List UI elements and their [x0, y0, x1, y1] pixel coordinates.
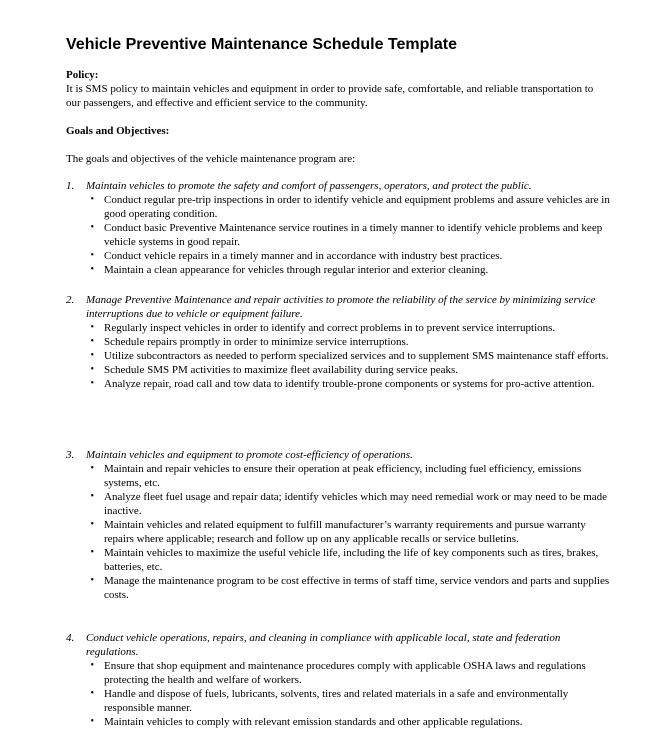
- list-item: [66, 377, 610, 391]
- bullet-icon: •: [90, 264, 94, 275]
- list-item: [66, 349, 610, 363]
- objective-heading: [66, 293, 610, 321]
- bullet-icon: •: [90, 378, 94, 389]
- objective-number: 3.: [66, 449, 75, 461]
- list-item-text: Maintain and repair vehicles to ensure their operation at peak efficiency, including fuel efficiency, emissions systems, etc.: [104, 463, 582, 489]
- bullet-icon: •: [90, 336, 94, 347]
- list-item-text: Manage the maintenance program to be cost effective in terms of staff time, service vendors and parts and supplies costs.: [104, 575, 610, 601]
- bullet-icon: •: [90, 463, 94, 474]
- list-item-text: Analyze fleet fuel usage and repair data; identify vehicles which may need remedial work or may need to be made inactive.: [104, 491, 608, 517]
- objective-heading: [66, 631, 610, 659]
- list-item: [66, 363, 610, 377]
- list-item-text: Conduct vehicle repairs in a timely manner and in accordance with industry best practices.: [104, 250, 503, 262]
- list-item-text: Maintain vehicles and related equipment to fulfill manufacturer’s warranty requirements and pursue warranty repairs where applicable; research and follow up on any applicable recalls or service bulletins.: [104, 519, 586, 545]
- objective-bullet-list: [66, 321, 610, 391]
- bullet-icon: •: [90, 688, 94, 699]
- bullet-icon: •: [90, 194, 94, 205]
- list-item-text: Schedule SMS PM activities to maximize fleet availability during service peaks.: [104, 364, 459, 376]
- objective-title: Maintain vehicles and equipment to promote cost-efficiency of operations.: [86, 449, 413, 461]
- bullet-icon: •: [90, 491, 94, 502]
- objective-section-2: [66, 293, 610, 391]
- policy-heading: Policy:: [66, 69, 99, 81]
- list-item: [66, 221, 610, 249]
- policy-text: It is SMS policy to maintain vehicles and equipment in order to provide safe, comfortable, and reliable transportation to our passengers, and effective and efficient service to the community.: [66, 83, 594, 109]
- bullet-icon: •: [90, 660, 94, 671]
- list-item: [66, 659, 610, 687]
- list-item-text: Utilize subcontractors as needed to perform specialized services and to supplement SMS maintenance staff efforts.: [104, 350, 609, 362]
- list-item: [66, 321, 610, 335]
- list-item: [66, 193, 610, 221]
- list-item: [66, 462, 610, 490]
- bullet-icon: •: [90, 519, 94, 530]
- goals-heading: Goals and Objectives:: [66, 125, 170, 137]
- objective-section-1: [66, 179, 610, 277]
- objective-bullet-list: [66, 462, 610, 602]
- objective-title: Maintain vehicles to promote the safety and comfort of passengers, operators, and protect the public.: [86, 180, 532, 192]
- objective-title: Manage Preventive Maintenance and repair activities to promote the reliability of the service by minimizing service interruptions due to vehicle or equipment failure.: [86, 294, 596, 320]
- objective-section-4: [66, 631, 610, 729]
- bullet-icon: •: [90, 364, 94, 375]
- goals-intro: The goals and objectives of the vehicle maintenance program are:: [66, 153, 356, 165]
- bullet-icon: •: [90, 575, 94, 586]
- list-item-text: Maintain a clean appearance for vehicles through regular interior and exterior cleaning.: [104, 264, 489, 276]
- list-item-text: Maintain vehicles to maximize the useful vehicle life, including the life of key components such as tires, brakes, batteries, etc.: [104, 547, 599, 573]
- bullet-icon: •: [90, 250, 94, 261]
- list-item: [66, 574, 610, 602]
- objective-section-3: [66, 448, 610, 602]
- list-item-text: Maintain vehicles to comply with relevant emission standards and other applicable regulations.: [104, 716, 523, 728]
- list-item: [66, 335, 610, 349]
- list-item: [66, 490, 610, 518]
- bullet-icon: •: [90, 716, 94, 727]
- bullet-icon: •: [90, 350, 94, 361]
- list-item-text: Ensure that shop equipment and maintenance procedures comply with applicable OSHA laws and regulations protecting the health and welfare of workers.: [104, 660, 586, 686]
- objective-number: 1.: [66, 180, 75, 192]
- list-item: [66, 518, 610, 546]
- objective-heading: [66, 179, 610, 193]
- objective-number: 2.: [66, 294, 75, 306]
- bullet-icon: •: [90, 222, 94, 233]
- document-title: Vehicle Preventive Maintenance Schedule Template: [66, 36, 457, 53]
- objective-bullet-list: [66, 193, 610, 277]
- list-item-text: Analyze repair, road call and tow data to identify trouble-prone components or systems for pro-active attention.: [104, 378, 595, 390]
- list-item: [66, 249, 610, 263]
- bullet-icon: •: [90, 322, 94, 333]
- list-item-text: Schedule repairs promptly in order to minimize service interruptions.: [104, 336, 409, 348]
- list-item: [66, 715, 610, 729]
- list-item-text: Conduct regular pre-trip inspections in order to identify vehicle and equipment problems and assure vehicles are in good operating condition.: [104, 194, 610, 220]
- list-item: [66, 687, 610, 715]
- list-item-text: Conduct basic Preventive Maintenance service routines in a timely manner to identify vehicle problems and keep vehicle systems in good repair.: [104, 222, 603, 248]
- list-item: [66, 263, 610, 277]
- objective-number: 4.: [66, 632, 75, 644]
- objective-title: Conduct vehicle operations, repairs, and cleaning in compliance with applicable local, state and federation regulations.: [86, 632, 561, 658]
- objective-heading: [66, 448, 610, 462]
- bullet-icon: •: [90, 547, 94, 558]
- objective-bullet-list: [66, 659, 610, 729]
- list-item-text: Handle and dispose of fuels, lubricants, solvents, tires and related materials in a safe and environmentally responsible manner.: [104, 688, 569, 714]
- list-item: [66, 546, 610, 574]
- list-item-text: Regularly inspect vehicles in order to identify and correct problems in to prevent service interruptions.: [104, 322, 556, 334]
